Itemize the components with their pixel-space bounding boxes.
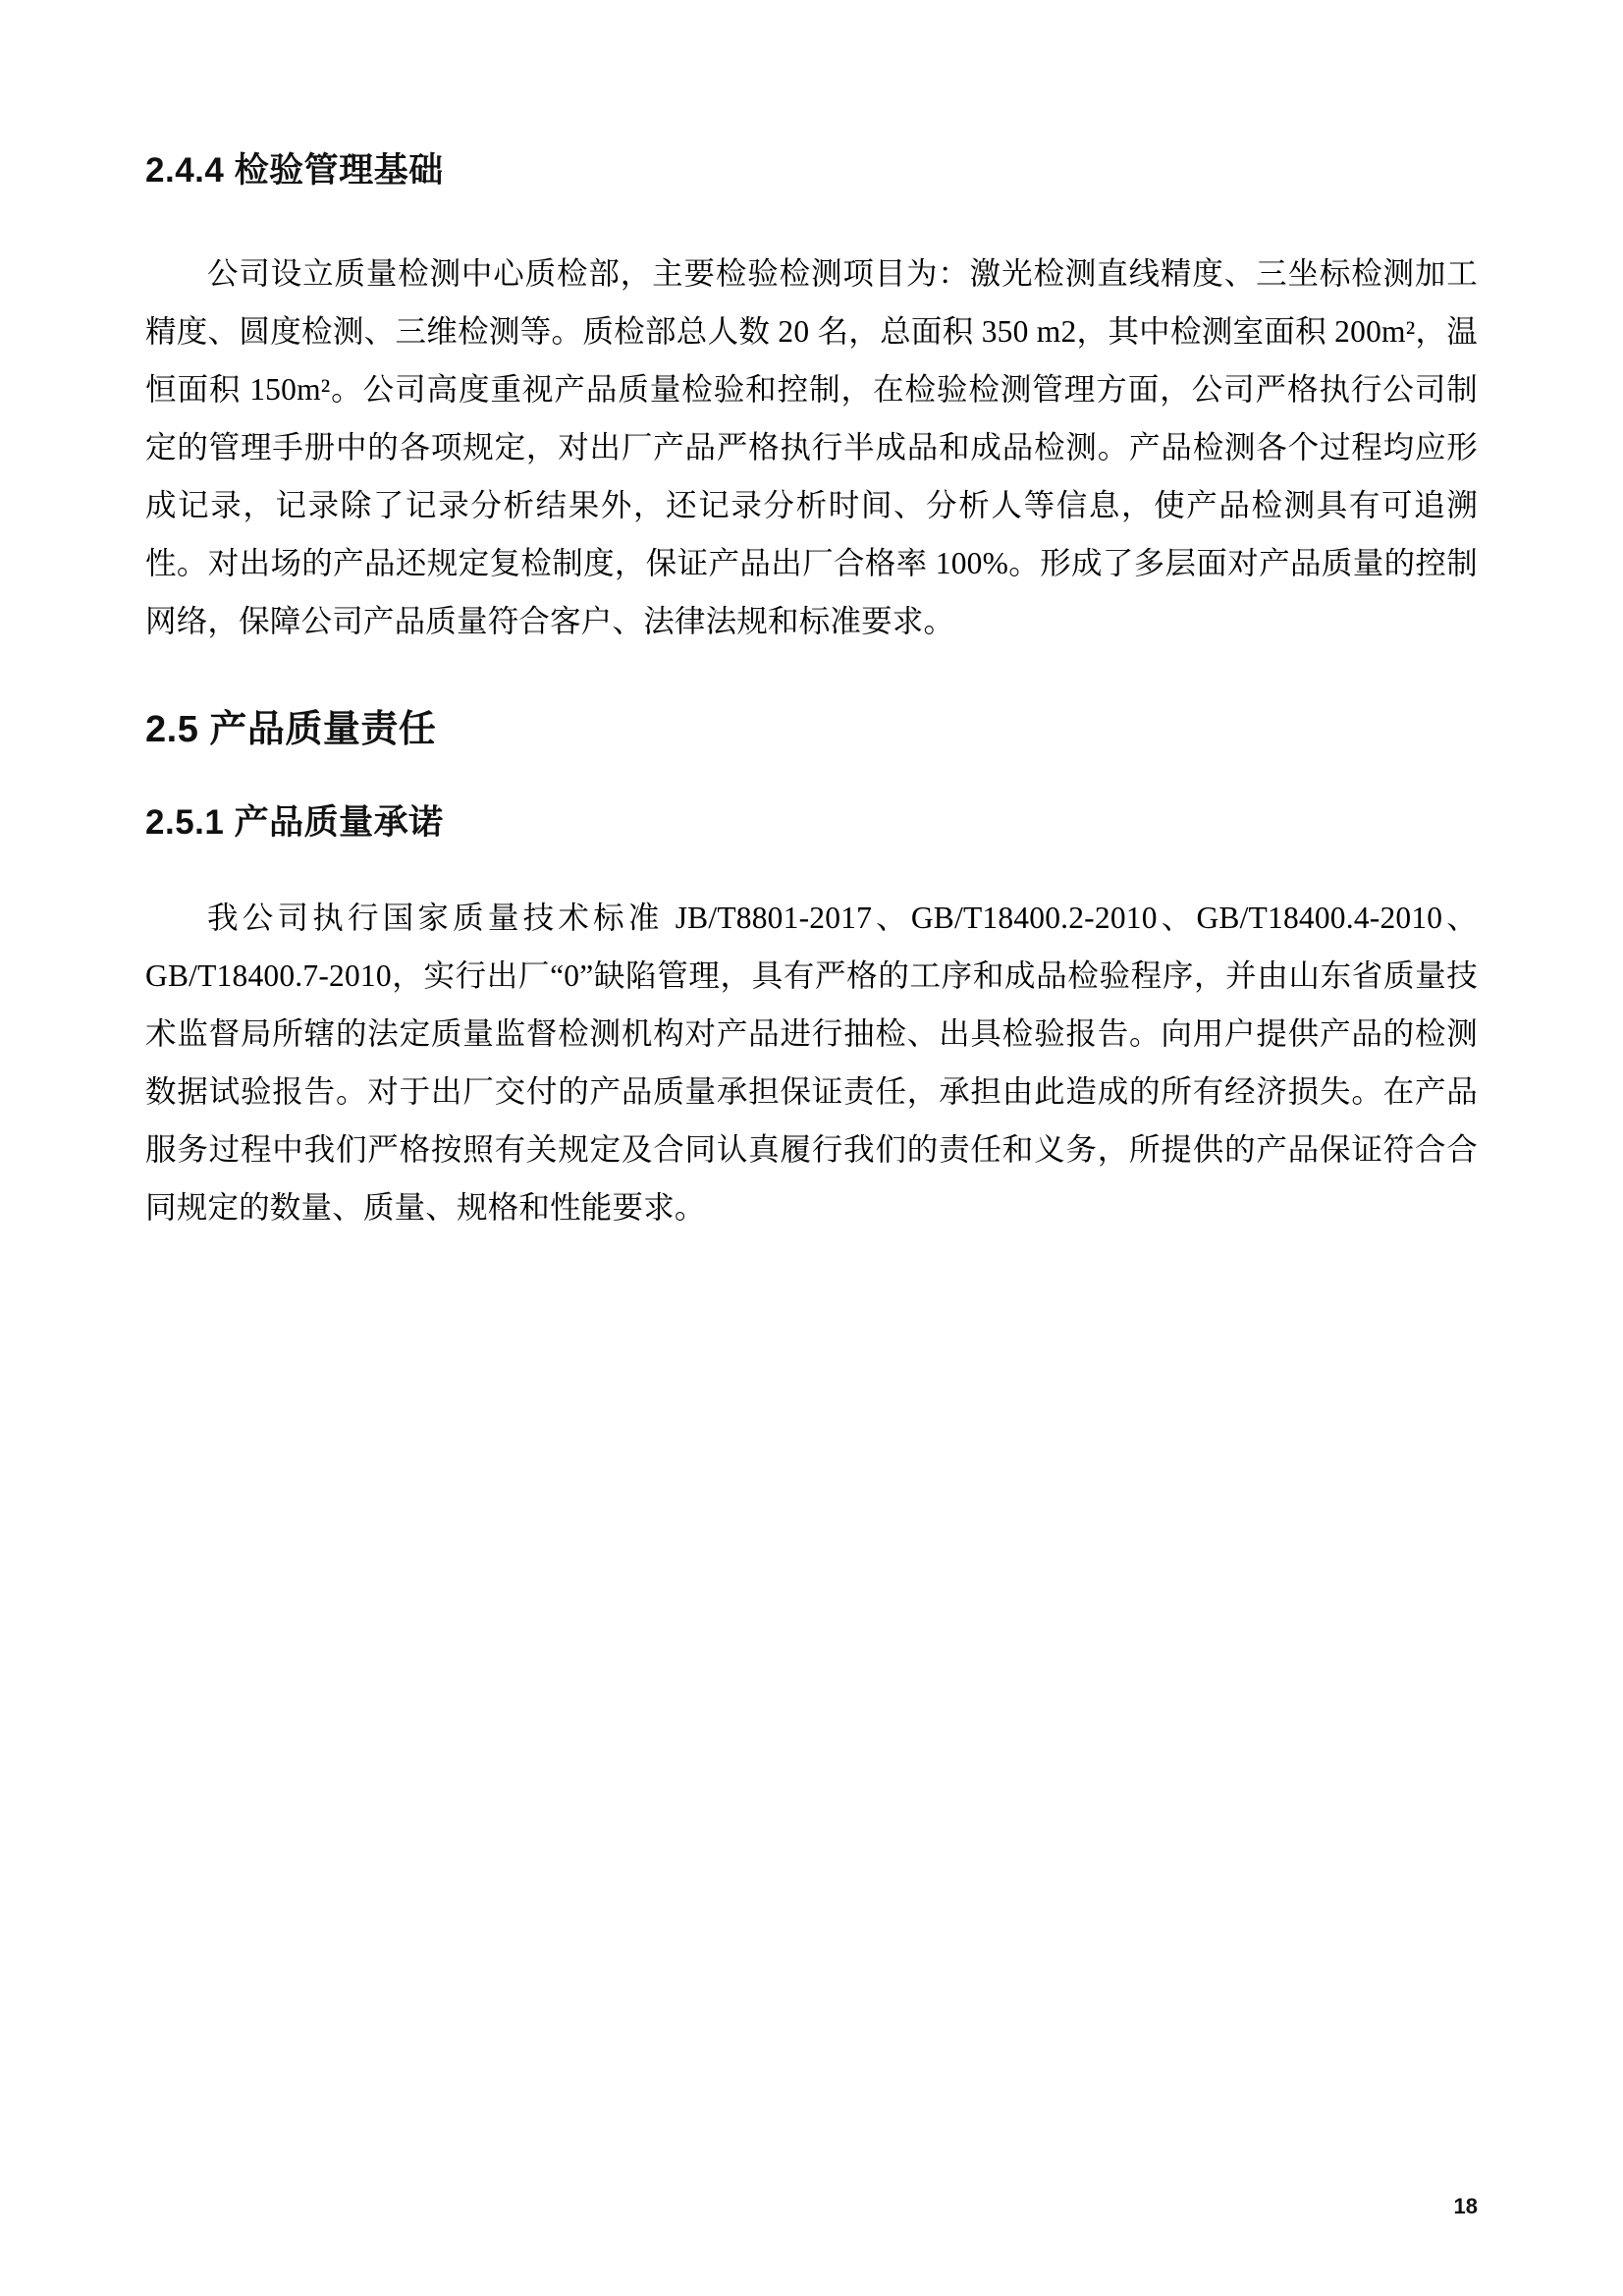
- section-heading-2-5-1: 2.5.1 产品质量承诺: [145, 802, 444, 842]
- section-heading-2-4-4: 2.4.4 检验管理基础: [145, 151, 444, 190]
- section-heading-2-5: 2.5 产品质量责任: [145, 709, 437, 751]
- paragraph-inspection-management: 公司设立质量检测中心质检部，主要检验检测项目为：激光检测直线精度、三坐标检测加工精度、圆度检测、三维检测等。质检部总人数 20 名，总面积 350 m2，其中检测室面积 200m²，温恒面积 150m²。公司高度重视产品质量检验和控制，在检验检测管理方面，公司严格执行公司制定的管理手册中的各项规定，对出厂产品严格执行半成品和成品检测。产品检测各个过程均应形成记录，记录除了记录分析结果外，还记录分析时间、分析人等信息，使产品检测具有可追溯性。对出场的产品还规定复检制度，保证产品出厂合格率 100%。形成了多层面对产品质量的控制网络，保障公司产品质量符合客户、法律法规和标准要求。: [145, 256, 1478, 639]
- page-number: 18: [1453, 2194, 1478, 2218]
- paragraph-quality-commitment: 我公司执行国家质量技术标准 JB/T8801-2017、GB/T18400.2-2010、GB/T18400.4-2010、GB/T18400.7-2010，实行出厂“0”缺陷管理，具有严格的工序和成品检验程序，并由山东省质量技术监督局所辖的法定质量监督检测机构对产品进行抽检、出具检验报告。向用户提供产品的检测数据试验报告。对于出厂交付的产品质量承担保证责任，承担由此造成的所有经济损失。在产品服务过程中我们严格按照有关规定及合同认真履行我们的责任和义务，所提供的产品保证符合合同规定的数量、质量、规格和性能要求。: [145, 900, 1478, 1225]
